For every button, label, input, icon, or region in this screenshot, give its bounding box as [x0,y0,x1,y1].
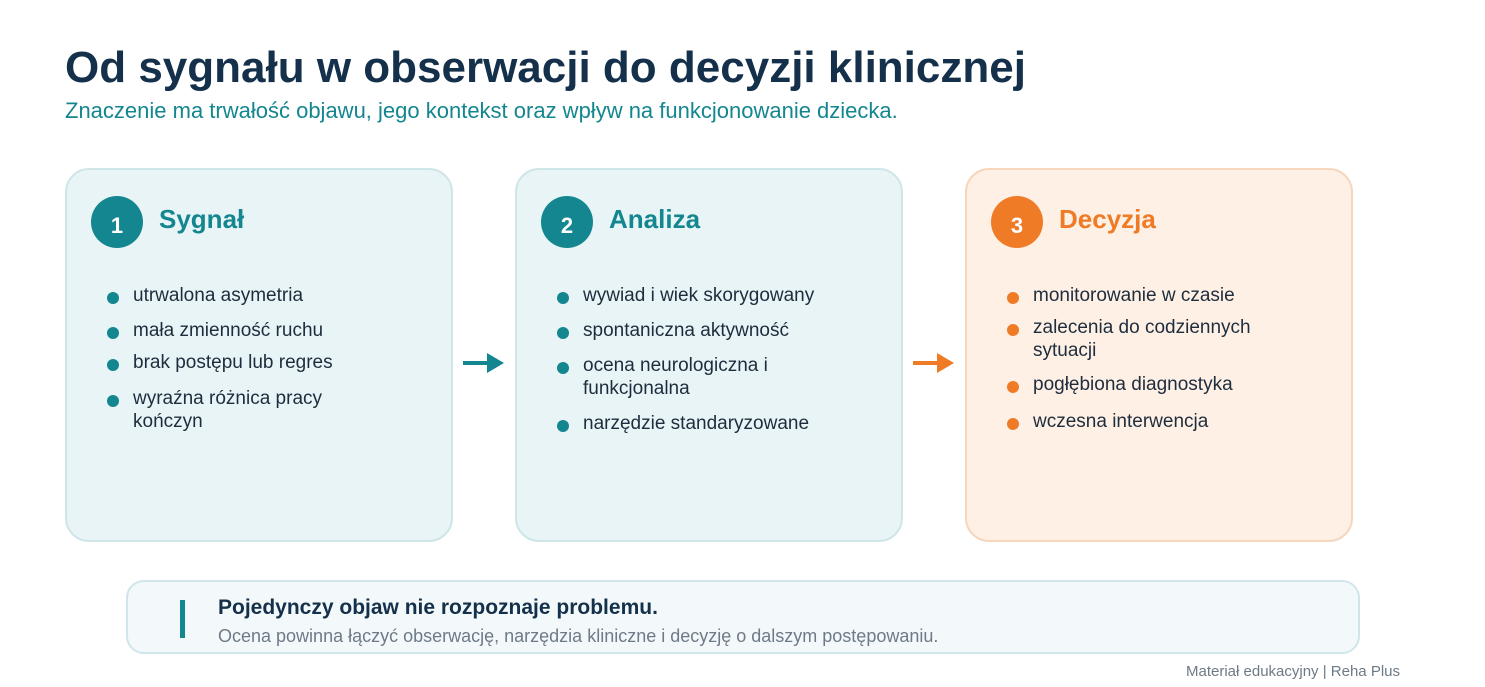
note-title: Pojedynczy objaw nie rozpoznaje problemu. [218,596,658,619]
bullet-dot-icon [557,292,569,304]
list-item: wczesna interwencja [1033,411,1209,432]
bullet-dot-icon [1007,418,1019,430]
list-item: spontaniczna aktywność [583,320,789,341]
note-text: Ocena powinna łączyć obserwację, narzędzia kliniczne i decyzję o dalszym postępowaniu. [218,626,939,646]
bullet-dot-icon [1007,324,1019,336]
list-item: monitorowanie w czasie [1033,285,1235,306]
list-item: mała zmienność ruchu [133,320,324,341]
step-number-badge: 2 [541,196,593,248]
step-card-analysis [515,168,903,542]
arrow-right-icon [913,352,955,374]
step-title: Decyzja [1059,204,1156,234]
list-item: ocena neurologiczna i funkcjonalna [583,355,768,399]
step-card-decision [965,168,1353,542]
list-item: narzędzie standaryzowane [583,413,810,434]
step-number-badge: 1 [91,196,143,248]
step-card-signal [65,168,453,542]
footer-credit: Materiał edukacyjny | Reha Plus [1186,663,1400,680]
bullet-dot-icon [107,292,119,304]
page-subtitle: Znaczenie ma trwałość objawu, jego kontekst oraz wpływ na funkcjonowanie dziecka. [65,98,898,123]
bullet-dot-icon [557,362,569,374]
list-item: pogłębiona diagnostyka [1033,374,1233,395]
step-title: Sygnał [159,204,245,234]
bullet-dot-icon [557,420,569,432]
bullet-dot-icon [1007,292,1019,304]
list-item: wywiad i wiek skorygowany [583,285,815,306]
bullet-dot-icon [1007,381,1019,393]
bullet-dot-icon [107,359,119,371]
list-item: zalecenia do codziennych sytuacji [1033,317,1251,361]
list-item: utrwalona asymetria [133,285,304,306]
list-item: brak postępu lub regres [133,352,333,373]
bullet-dot-icon [107,327,119,339]
list-item: wyraźna różnica pracy kończyn [133,388,323,432]
page-title: Od sygnału w obserwacji do decyzji klinicznej [65,43,1026,92]
arrow-right-icon [463,352,505,374]
step-number-badge: 3 [991,196,1043,248]
bullet-dot-icon [557,327,569,339]
accent-bar [180,600,185,638]
key-note-box [126,580,1360,654]
bullet-dot-icon [107,395,119,407]
step-title: Analiza [609,204,701,234]
